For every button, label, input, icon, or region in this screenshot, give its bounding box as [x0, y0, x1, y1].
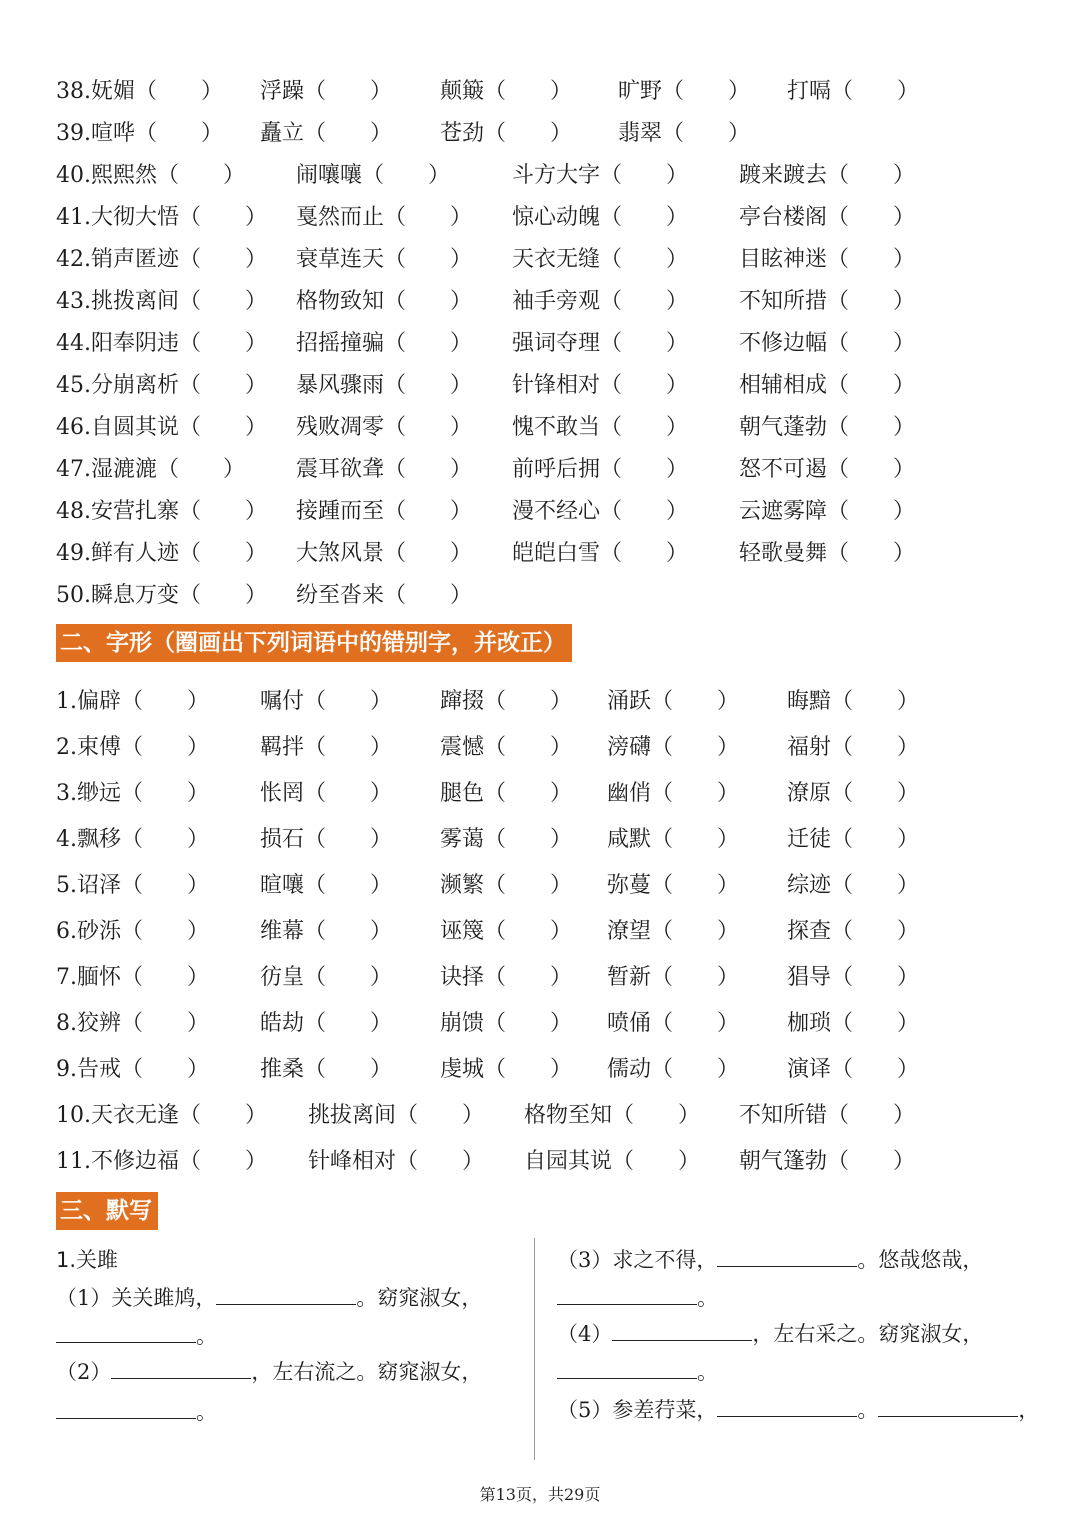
- word-item: 濒繁（ ）: [440, 873, 573, 898]
- word-item: 暂新（ ）: [607, 965, 740, 990]
- word-item: 诬篾（ ）: [440, 919, 573, 944]
- word-item: 猖导（ ）: [787, 965, 920, 990]
- word-item: 7.腼怀（ ）: [56, 965, 209, 990]
- word-item: 颠簸（ ）: [440, 79, 573, 104]
- word-item: 3.缈远（ ）: [56, 781, 209, 806]
- word-item: 格物至知（ ）: [524, 1103, 701, 1128]
- word-item: 浮躁（ ）: [260, 79, 393, 104]
- word-item: 45.分崩离析（ ）: [56, 373, 267, 398]
- word-item: 天衣无缝（ ）: [512, 247, 689, 272]
- word-item: 针峰相对（ ）: [308, 1149, 485, 1174]
- word-item: 蹿掇（ ）: [440, 689, 573, 714]
- answer-blank[interactable]: [612, 1318, 752, 1341]
- word-item: 40.熙熙然（ ）: [56, 163, 245, 188]
- word-item: 9.告戒（ ）: [56, 1057, 209, 1082]
- word-item: 云遮雾障（ ）: [739, 499, 916, 524]
- word-item: 招摇撞骗（ ）: [296, 331, 473, 356]
- word-item: 嘱付（ ）: [260, 689, 393, 714]
- word-item: 38.妩媚（ ）: [56, 79, 223, 104]
- word-item: 幽俏（ ）: [607, 781, 740, 806]
- word-item: 50.瞬息万变（ ）: [56, 583, 267, 608]
- word-row: [0, 728, 1080, 768]
- word-item: 演译（ ）: [787, 1057, 920, 1082]
- word-row: [0, 366, 1080, 406]
- word-item: 斗方大字（ ）: [512, 163, 689, 188]
- question-1-cont: [56, 1318, 217, 1354]
- word-item: 相辅相成（ ）: [739, 373, 916, 398]
- word-row: [0, 1142, 1080, 1182]
- word-item: 福射（ ）: [787, 735, 920, 760]
- word-item: 纷至沓来（ ）: [296, 583, 473, 608]
- question-text: ，左右采之。窈窕淑女，: [752, 1322, 984, 1346]
- word-item: 苍劲（ ）: [440, 121, 573, 146]
- word-item: 愧不敢当（ ）: [512, 415, 689, 440]
- answer-blank[interactable]: [56, 1396, 196, 1419]
- word-item: 惊心动魄（ ）: [512, 205, 689, 230]
- word-item: 残败凋零（ ）: [296, 415, 473, 440]
- word-row: [0, 534, 1080, 574]
- word-item: 翡翠（ ）: [618, 121, 751, 146]
- word-item: 滂礴（ ）: [607, 735, 740, 760]
- question-2-cont: [56, 1394, 217, 1430]
- word-item: 暴风骤雨（ ）: [296, 373, 473, 398]
- question-text: ，左右流之。窈窕淑女，: [251, 1360, 483, 1384]
- word-item: 推桑（ ）: [260, 1057, 393, 1082]
- word-item: 自园其说（ ）: [524, 1149, 701, 1174]
- word-item: 42.销声匿迹（ ）: [56, 247, 267, 272]
- word-item: 43.挑拨离间（ ）: [56, 289, 267, 314]
- question-4-cont: [557, 1354, 718, 1390]
- word-row: [0, 198, 1080, 238]
- word-item: 崩馈（ ）: [440, 1011, 573, 1036]
- word-item: 39.喧哗（ ）: [56, 121, 223, 146]
- word-item: 46.自圆其说（ ）: [56, 415, 267, 440]
- word-item: 接踵而至（ ）: [296, 499, 473, 524]
- word-item: 47.湿漉漉（ ）: [56, 457, 245, 482]
- word-item: 震耳欲聋（ ）: [296, 457, 473, 482]
- word-item: 皑皑白雪（ ）: [512, 541, 689, 566]
- word-item: 喷俑（ ）: [607, 1011, 740, 1036]
- word-row: [0, 408, 1080, 448]
- word-item: 大煞风景（ ）: [296, 541, 473, 566]
- question-text: （4）: [557, 1322, 613, 1346]
- word-item: 袖手旁观（ ）: [512, 289, 689, 314]
- word-row: [0, 156, 1080, 196]
- word-item: 朝气蓬勃（ ）: [739, 415, 916, 440]
- word-row: [0, 1050, 1080, 1090]
- answer-blank[interactable]: [717, 1244, 857, 1267]
- answer-blank[interactable]: [557, 1356, 697, 1379]
- word-item: 挑拔离间（ ）: [308, 1103, 485, 1128]
- word-item: 不修边幅（ ）: [739, 331, 916, 356]
- question-3-cont: [557, 1280, 718, 1316]
- word-row: [0, 450, 1080, 490]
- word-row: [0, 958, 1080, 998]
- word-item: 暄嚷（ ）: [260, 873, 393, 898]
- word-item: 枷琐（ ）: [787, 1011, 920, 1036]
- word-item: 诀择（ ）: [440, 965, 573, 990]
- word-row: [0, 1096, 1080, 1136]
- word-row: [0, 866, 1080, 906]
- answer-blank[interactable]: [557, 1282, 697, 1305]
- word-item: 探查（ ）: [787, 919, 920, 944]
- word-item: 6.砂泺（ ）: [56, 919, 209, 944]
- question-1: [56, 1280, 482, 1316]
- word-item: 潦原（ ）: [787, 781, 920, 806]
- word-item: 衰草连天（ ）: [296, 247, 473, 272]
- word-item: 41.大彻大悟（ ）: [56, 205, 267, 230]
- word-item: 儒动（ ）: [607, 1057, 740, 1082]
- word-item: 戛然而止（ ）: [296, 205, 473, 230]
- word-item: 强词夺理（ ）: [512, 331, 689, 356]
- word-item: 震憾（ ）: [440, 735, 573, 760]
- question-text: （1）关关雎鸠，: [56, 1286, 217, 1310]
- word-item: 腿色（ ）: [440, 781, 573, 806]
- word-item: 轻歌曼舞（ ）: [739, 541, 916, 566]
- word-item: 雾蔼（ ）: [440, 827, 573, 852]
- word-row: [0, 114, 1080, 154]
- word-item: 综迹（ ）: [787, 873, 920, 898]
- word-item: 旷野（ ）: [618, 79, 751, 104]
- word-row: [0, 1004, 1080, 1044]
- word-item: 闹嚷嚷（ ）: [296, 163, 451, 188]
- question-2: [56, 1354, 482, 1390]
- word-item: 44.阳奉阴违（ ）: [56, 331, 267, 356]
- word-item: 彷皇（ ）: [260, 965, 393, 990]
- word-row: [0, 774, 1080, 814]
- word-row: [0, 240, 1080, 280]
- question-text: 。悠哉悠哉，: [857, 1248, 984, 1272]
- word-item: 皓劫（ ）: [260, 1011, 393, 1036]
- question-text: （2）: [56, 1360, 112, 1384]
- word-item: 踱来踱去（ ）: [739, 163, 916, 188]
- word-row: [0, 912, 1080, 952]
- word-item: 不知所措（ ）: [739, 289, 916, 314]
- word-item: 潦望（ ）: [607, 919, 740, 944]
- word-item: 打嗝（ ）: [787, 79, 920, 104]
- question-text: （5）参差荇菜，: [557, 1398, 718, 1422]
- question-text: 。: [697, 1360, 718, 1384]
- word-row: [0, 820, 1080, 860]
- word-row: [0, 492, 1080, 532]
- word-item: 怒不可遏（ ）: [739, 457, 916, 482]
- question-text: 。: [196, 1400, 217, 1424]
- question-text: 。窈窕淑女，: [356, 1286, 483, 1310]
- word-item: 怅罔（ ）: [260, 781, 393, 806]
- word-item: 10.天衣无逢（ ）: [56, 1103, 267, 1128]
- word-item: 咸默（ ）: [607, 827, 740, 852]
- word-item: 漫不经心（ ）: [512, 499, 689, 524]
- word-item: 亭台楼阁（ ）: [739, 205, 916, 230]
- word-item: 2.束傅（ ）: [56, 735, 209, 760]
- word-item: 维幕（ ）: [260, 919, 393, 944]
- word-item: 针锋相对（ ）: [512, 373, 689, 398]
- section3-header: 三、默写: [56, 1192, 158, 1230]
- word-item: 涌跃（ ）: [607, 689, 740, 714]
- poem-title: 1.关雎: [56, 1248, 119, 1272]
- word-item: 目眩神迷（ ）: [739, 247, 916, 272]
- question-text: （3）求之不得，: [557, 1248, 718, 1272]
- question-text: 。: [196, 1324, 217, 1348]
- word-row: [0, 72, 1080, 112]
- answer-blank[interactable]: [878, 1394, 1018, 1417]
- word-item: 49.鲜有人迹（ ）: [56, 541, 267, 566]
- word-row: [0, 282, 1080, 322]
- page-footer: 第13页，共29页: [479, 1485, 601, 1504]
- word-item: 迁徒（ ）: [787, 827, 920, 852]
- question-text: 。: [857, 1398, 879, 1422]
- word-row: [0, 576, 1080, 616]
- word-item: 11.不修边福（ ）: [56, 1149, 267, 1174]
- word-item: 损石（ ）: [260, 827, 393, 852]
- word-item: 1.偏辟（ ）: [56, 689, 209, 714]
- word-item: 前呼后拥（ ）: [512, 457, 689, 482]
- answer-blank[interactable]: [216, 1282, 356, 1305]
- question-text: ，: [1018, 1398, 1040, 1422]
- word-item: 弥蔓（ ）: [607, 873, 740, 898]
- question-4: [557, 1316, 983, 1352]
- column-divider: [534, 1238, 535, 1460]
- word-row: [0, 324, 1080, 364]
- word-item: 格物致知（ ）: [296, 289, 473, 314]
- word-item: 矗立（ ）: [260, 121, 393, 146]
- word-item: 羁拌（ ）: [260, 735, 393, 760]
- word-item: 虔城（ ）: [440, 1057, 573, 1082]
- question-5: [557, 1392, 1039, 1428]
- answer-blank[interactable]: [717, 1394, 857, 1417]
- word-item: 5.诏泽（ ）: [56, 873, 209, 898]
- word-item: 48.安营扎寨（ ）: [56, 499, 267, 524]
- word-item: 8.狡辨（ ）: [56, 1011, 209, 1036]
- word-row: [0, 682, 1080, 722]
- question-text: 。: [697, 1286, 718, 1310]
- answer-blank[interactable]: [56, 1320, 196, 1343]
- word-item: 4.飘移（ ）: [56, 827, 209, 852]
- word-item: 不知所错（ ）: [739, 1103, 916, 1128]
- section2-header: 二、字形（圈画出下列词语中的错别字，并改正）: [56, 624, 572, 662]
- word-item: 晦黯（ ）: [787, 689, 920, 714]
- word-item: 朝气篷勃（ ）: [739, 1149, 916, 1174]
- question-3: [557, 1242, 983, 1278]
- answer-blank[interactable]: [111, 1356, 251, 1379]
